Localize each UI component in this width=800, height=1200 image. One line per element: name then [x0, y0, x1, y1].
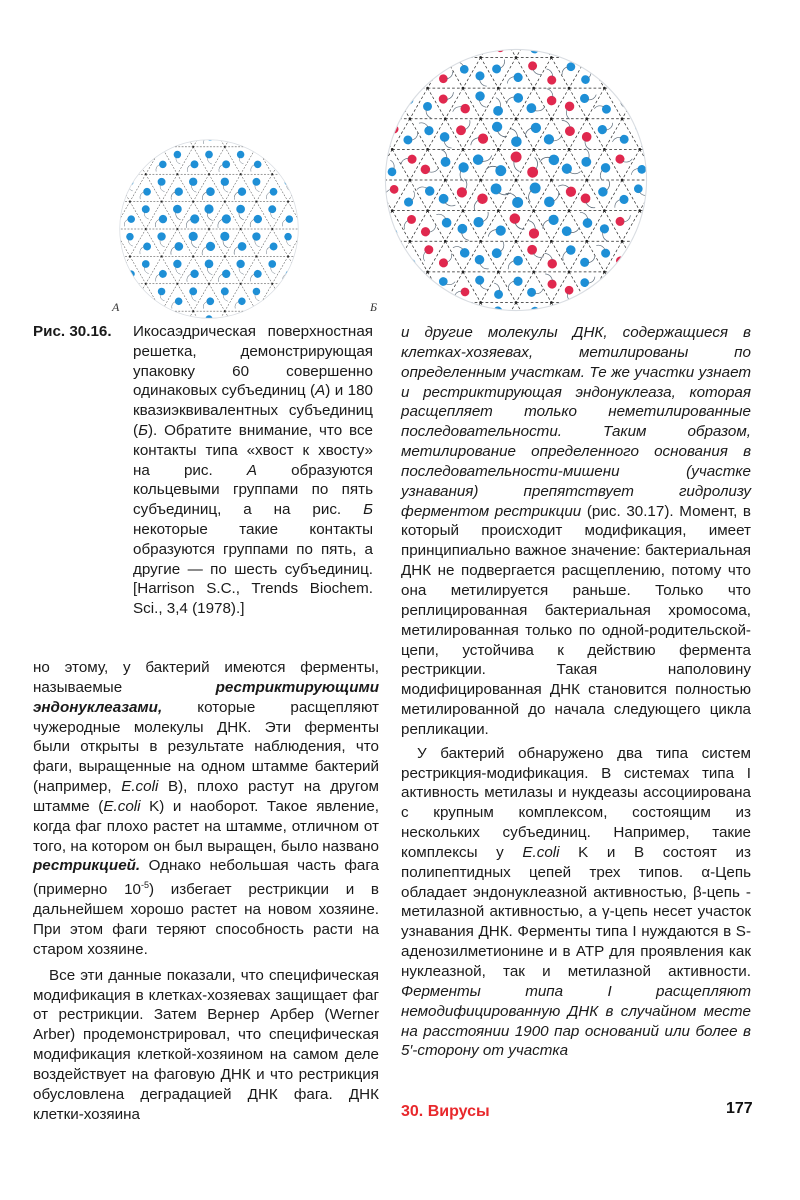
term: рестриктирующими эндонуклеазами, — [33, 678, 379, 716]
term: рестрикцией. — [33, 857, 141, 875]
caption-ref: Б — [363, 501, 373, 519]
left-text-column — [33, 658, 379, 1124]
text-run: Однако небольшая часть фага (примерно 10 — [33, 857, 379, 899]
text-run: которые расщепляют чужеродные молекулы ДНК. Эти ферменты были открыты в результате наблюдения, что фаги, выращенные на одном штамме бактерий (например, — [33, 698, 379, 796]
species-name: E.coli — [121, 778, 159, 796]
text-run: но этому, у бактерий имеются ферменты, называемые — [33, 659, 379, 696]
text-run: У бактерий обнаружено два типа систем рестрикция-модификация. В системах типа I активность метилазы и нукдеазы ассоциирована с крупным комплексом, состоящим из нескольких субъединиц. Например, такие комплексы у — [401, 744, 751, 861]
paragraph — [401, 323, 751, 740]
page-number: 177 — [726, 1100, 753, 1117]
caption-text: Икосаэдрическая поверхностная решетка, демонстрирующая упаковку 60 совершенно одинаковых субъединиц ( — [133, 323, 373, 400]
caption-ref: А — [246, 461, 257, 479]
figure-a-label: A — [112, 300, 120, 314]
text-run: ) избегает рестрикции и в дальнейшем хорошо растет на новом хозяине. При этом фаги теряют способность расти на старом хозяине. — [33, 881, 379, 958]
text-run: K и B состоят из полипептидных цепей трех типов. α-Цепь обладает эндонуклеазной активностью, β-цепь - метилазной активностью, а γ-цепь несет участок узнавания ДНК. Ферменты типа I нуждаются в S-аденозилметионине и в ATP для проявления как нуклеазной, так и метилазной активности. — [401, 843, 752, 980]
paragraph — [33, 658, 379, 960]
text-run: (рис. 30.17). Момент, в который происходит модификация, имеет принципиально важное значение: бактериальная ДНК не подвергается расщеплению, потому что она метилируется раньше. Только что реплицированная бактериальная хромосома, метилированная только по одной-родительской-цепи, устойчива к действию фермента рестрикции. Такая наполовину модифицированная ДНК становится полностью метилированной до начала следующего цикла репликации. — [401, 502, 751, 738]
paragraph — [401, 744, 751, 1062]
caption-text: ). Обратите внимание, что все контакты типа «хвост к хвосту» на рис. — [133, 421, 373, 479]
species-name: E.coli — [103, 797, 141, 815]
figure-a-icosahedral-lattice-60-subunits — [116, 136, 302, 322]
figure-caption — [33, 322, 373, 619]
caption-body — [133, 322, 373, 619]
figure-b-label: Б — [370, 300, 378, 314]
right-text-column — [401, 323, 751, 1061]
caption-text: ) и 180 квазиэквивалентных субъединиц ( — [133, 382, 373, 439]
caption-text: образуются кольцевыми группами по пять субъединиц, а на рис. — [133, 461, 373, 519]
caption-text: некоторые такие контакты образуются группами по пять, а другие — по шесть субъединиц. [Harrison S.C., Trends Biochem. Sci., 3,4 (1978).] — [133, 520, 373, 618]
figure-b-icosahedral-lattice-180-subunits — [380, 44, 652, 316]
caption-ref: А — [315, 382, 326, 400]
species-name: E.coli — [522, 843, 560, 861]
emphasis-text: Ферменты типа I расщепляют немодифицированную ДНК в случайном месте на расстоянии 1900 пар оснований или более в 5′-сторону от участка — [401, 982, 751, 1060]
running-footer-section: 30. Вирусы — [401, 1103, 490, 1120]
text-run: B), плохо растут на другом штамме ( — [33, 778, 379, 815]
exponent: -5 — [141, 880, 150, 891]
caption-title: Рис. 30.16. — [33, 323, 112, 340]
paragraph: Все эти данные показали, что специфическая модификация в клетках-хозяевах защищает фаг от рестрикции. Затем Вернер Арбер (Werner Arber) продемонстрировал, что специфическая модификация клеткой-хозяином на самом деле воздействует на фаговую ДНК и что рестрикция обусловлена деградацией ДНК фага. ДНК клетки-хозяина — [33, 966, 379, 1123]
emphasis-text: и другие молекулы ДНК, содержащиеся в клетках-хозяевах, метилированы по определенным участкам. Те же участки узнает и рестриктирующая эндонуклеаза, которая расщепляет только неметилированные последовательности. Таким образом, метилирование определенного основания в последовательности-мишени (участке узнавания) препятствует гидролизу ферментом рестрикции — [401, 324, 751, 520]
caption-ref: Б — [138, 421, 148, 439]
text-run: K) и наоборот. Такое явление, когда фаг плохо растет на штамме, отличном от того, на котором он был выращен, было названо — [33, 797, 379, 855]
